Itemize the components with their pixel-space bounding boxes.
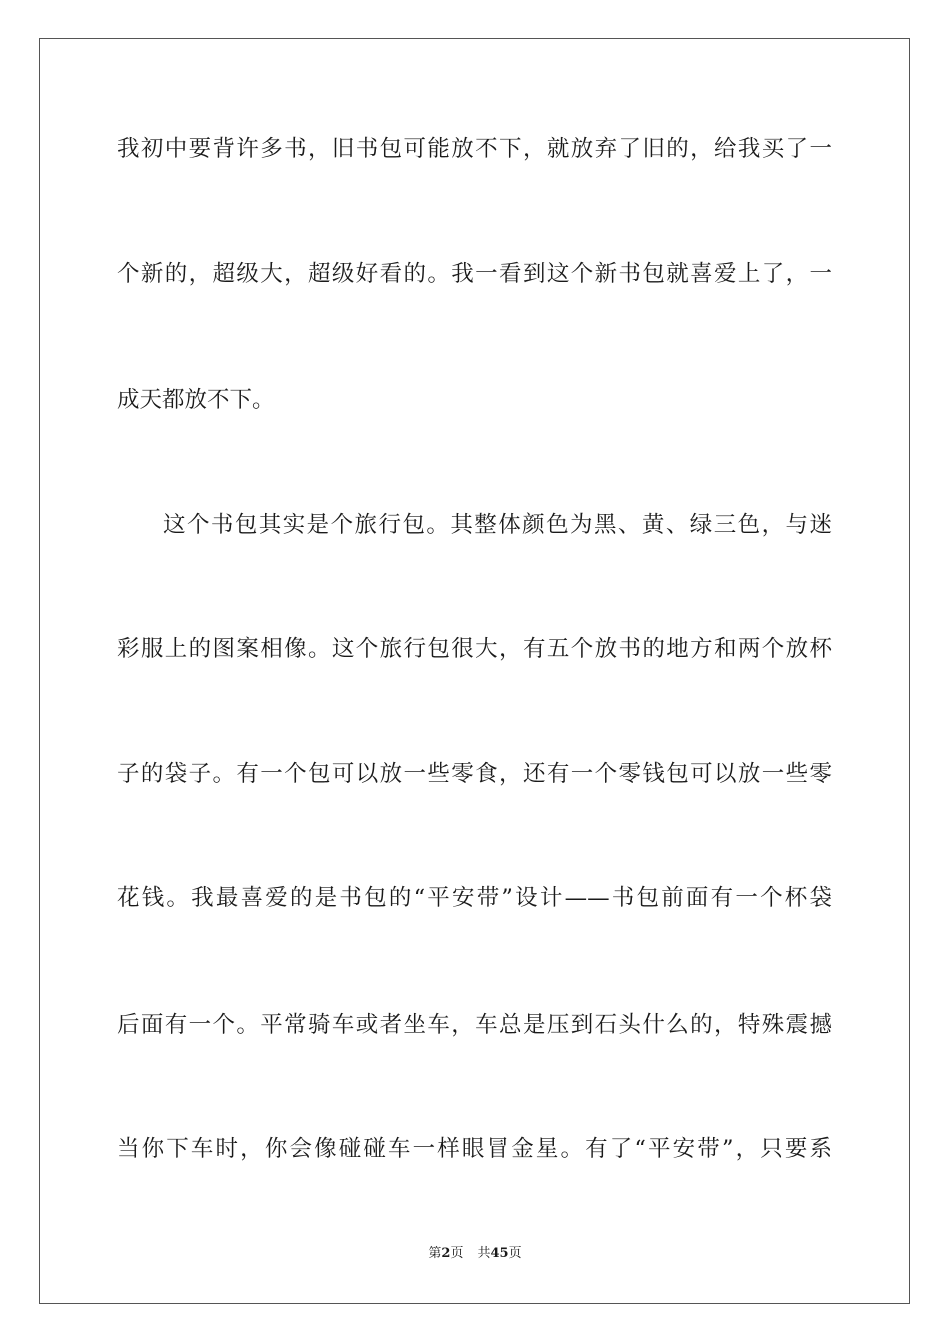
text-line-9: 当你下车时，你会像碰碰车一样眼冒金星。有了“平安带”，只要系: [117, 1136, 832, 1162]
total-prefix: 共: [477, 1246, 491, 1261]
text-line-8: 后面有一个。平常骑车或者坐车，车总是压到石头什么的，特殊震撼: [117, 1012, 832, 1038]
text-line-6: 子的袋子。有一个包可以放一些零食，还有一个零钱包可以放一些零: [117, 761, 832, 787]
page-footer: [0, 1245, 950, 1263]
page-prefix: 第: [428, 1246, 442, 1261]
text-line-3: 成天都放不下。: [117, 387, 275, 413]
text-line-2: 个新的，超级大，超级好看的。我一看到这个新书包就喜爱上了，一: [117, 261, 832, 287]
page-number: 2: [441, 1246, 451, 1261]
text-line-7: 花钱。我最喜爱的是书包的“平安带”设计——书包前面有一个杯袋: [117, 885, 832, 911]
text-line-4: 这个书包其实是个旅行包。其整体颜色为黑、黄、绿三色，与迷: [163, 512, 832, 538]
total-suffix: 页: [508, 1246, 522, 1261]
total-pages: 45: [490, 1246, 509, 1261]
text-line-5: 彩服上的图案相像。这个旅行包很大，有五个放书的地方和两个放杯: [117, 636, 832, 662]
text-line-1: 我初中要背许多书，旧书包可能放不下，就放弃了旧的，给我买了一: [117, 136, 832, 162]
page-border: [39, 38, 910, 1304]
page-suffix: 页: [450, 1246, 464, 1261]
